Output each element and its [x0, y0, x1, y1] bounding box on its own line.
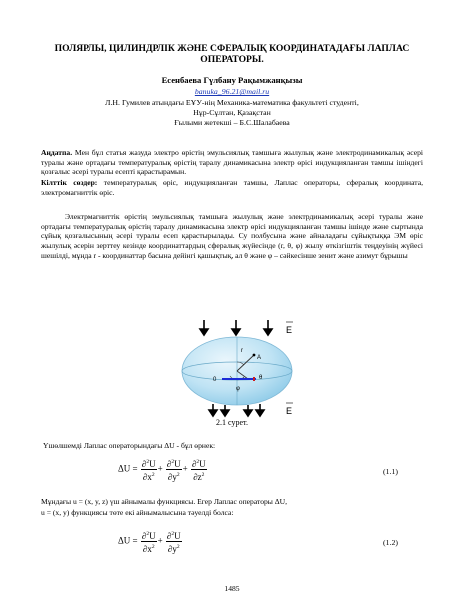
sphere-figure: [160, 318, 320, 418]
eq-lhs: ΔU =: [118, 463, 138, 474]
label-A: A: [257, 355, 262, 361]
author-name: Есенбаева Гүлбану Рақымжанқызы: [161, 75, 303, 85]
field-arrows-top: [200, 320, 272, 335]
abstract-label: Аңдатпа.: [41, 148, 73, 157]
eq-term: $\frac{\partial^2U}{\partial y^2}$: [166, 459, 181, 482]
keywords-label: Кілттік сөздер:: [41, 178, 98, 187]
supervisor-line: Ғылыми жетекші – Б.С.Шалабаева: [174, 118, 290, 127]
abstract: [41, 148, 423, 177]
eq-term: $\frac{\partial^2U}{\partial x^2}$: [141, 531, 156, 554]
label-E-top: E: [286, 325, 293, 335]
figure-caption: 2.1 сурет.: [216, 418, 248, 427]
label-zero: 0: [213, 377, 217, 383]
field-arrows-bottom: [209, 404, 264, 416]
eq-lhs: ΔU =: [118, 535, 138, 546]
eq-term: $\frac{\partial^2U}{\partial y^2}$: [166, 531, 181, 554]
equation-1-1: ΔU = $\frac{\partial^2U}{\partial x^2}$ + $\frac{\partial^2U}{\partial y^2}$ + $\frac{\partial^2U}{\partial z^2}$: [118, 459, 206, 482]
equation-number: (1.2): [383, 538, 398, 547]
text-line: Мұндағы u = (x, y, z) үш айнымалы функциясы. Егер Лаплас операторы ΔU,: [41, 497, 288, 506]
paper-title: ПОЛЯРЛЫ, ЦИЛИНДРЛІК ЖӘНЕ СФЕРАЛЫҚ КООРДИНАТАДАҒЫ ЛАПЛАС ОПЕРАТОРЫ.: [54, 43, 410, 65]
eq-term: $\frac{\partial^2U}{\partial x^2}$: [141, 459, 156, 482]
author-email[interactable]: banuka_96.21@mail.ru: [194, 87, 270, 96]
keywords-text: температуралық өріс, индукцияланған тамшы, Лаплас операторы, сфералық координата, электромагниттік өріс.: [41, 178, 423, 197]
equation-1-2: ΔU = $\frac{\partial^2U}{\partial x^2}$ + $\frac{\partial^2U}{\partial y^2}$: [118, 531, 181, 554]
text-line: u = (x, y) функциясы төте екі айнымалысына тәуелді болса:: [41, 508, 234, 517]
label-r: r: [241, 348, 243, 354]
label-E-bottom: E: [286, 406, 293, 416]
eq-term: $\frac{\partial^2U}{\partial z^2}$: [191, 459, 206, 482]
point-A: [253, 354, 256, 357]
body-paragraph: Электрмагниттік өрістің эмульсиялық тамшыға жылулық және электрдинамикалық әсері туралы және ортадағы температуралық өрістің таралу динамикасына электр өрісі индукцияланған тамшы ішінде және сыртында сұйық қозғалысының әсері туралы есеп қарастырылады. Су полбусына және айналадағы сұйықтыққа ЭМ өріс жылулық әсерін зерттеу кезінде координаттардың сфералық жүйесінде (r, θ, φ) жылу өткізгіштік теңдеуінің жүйесі шешілді, мұнда r - координаттар басына дейінгі қашықтық, ал θ және φ – сәйкесінше зенит және азимут бұрышы: [41, 212, 423, 260]
page-number: 1485: [224, 584, 240, 593]
equation-number: (1.1): [383, 467, 398, 476]
abstract-text: Мен бұл статья жазуда электро өрістің эмульсиялық тамшыға жылулық және электродинамикалық әсері туралы және ортадағы температуралық өрістің таралу динамикасына электр өрісі индукцияланған тамшы ішіндегі қозғалыс әсері туралы есепті қарастырамын.: [41, 148, 424, 177]
label-theta: θ: [259, 375, 263, 381]
affiliation-line: Нұр-Сұлтан, Қазақстан: [193, 108, 271, 117]
text-line: Үшөлшемді Лаплас операторындағы ΔU - бұл өрнек:: [43, 441, 216, 450]
label-phi: φ: [236, 386, 240, 392]
keywords: [41, 178, 423, 197]
affiliation-line: Л.Н. Гумилев атындағы ЕҰУ-нің Механика-математика факультеті студенті,: [105, 98, 359, 107]
